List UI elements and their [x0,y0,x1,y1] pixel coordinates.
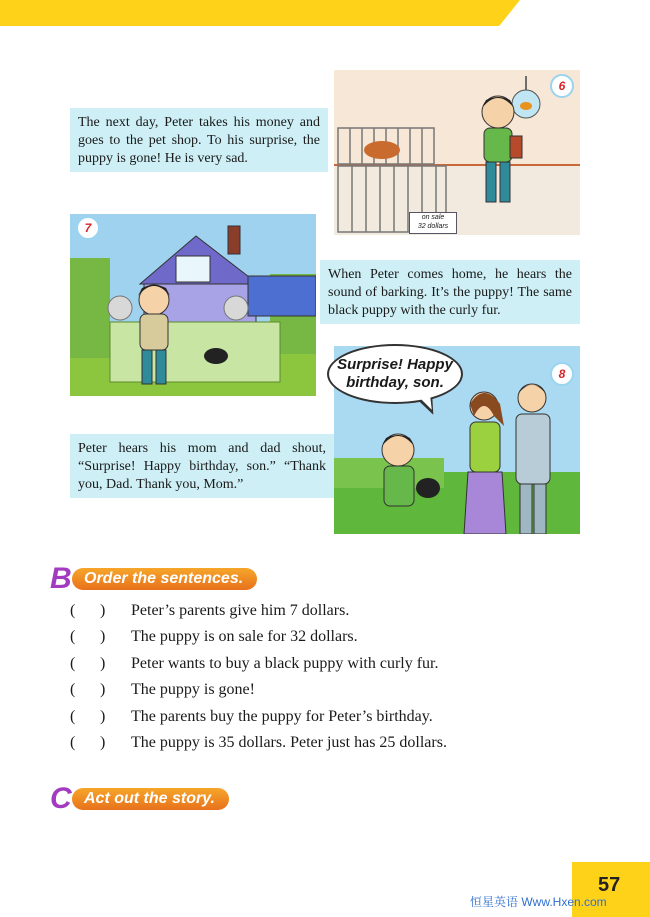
panel-7-text [320,260,580,324]
panel-7-illustration [70,214,316,396]
pet-shop-scene [334,70,580,235]
panel-7-caption: When Peter comes home, he hears the sound of barking. It’s the puppy! The same black puppy with the curly fur. [328,267,572,318]
black-puppy-icon [204,348,228,364]
sentence-text: The puppy is on sale for 32 dollars. [131,628,358,646]
speech-line-2: birthday, son. [346,374,444,391]
sentence-text: The parents buy the puppy for Peter’s birthday. [131,707,433,725]
panel-6-caption: The next day, Peter takes his money and goes to the pet shop. To his surprise, the puppy is gone! He is very sad. [78,115,320,166]
price-sign [409,212,457,234]
sentence-text: Peter’s parents give him 7 dollars. [131,602,350,619]
panel-6-number: 6 [558,79,566,93]
list-item: ( ) Peter’s parents give him 7 dollars. [70,598,570,624]
house-scene [70,214,316,396]
sentence-text: The puppy is gone! [131,681,255,699]
list-item: ( ) The parents buy the puppy for Peter’s birthday. [70,704,570,730]
watermark-text: 恒星英语 Www.Hxen.com [470,895,607,909]
list-item: ( ) Peter wants to buy a black puppy with curly fur. [70,651,570,677]
page-number: 57 [598,874,621,896]
panel-6-illustration [334,70,580,235]
top-yellow-banner [0,0,520,26]
section-b-heading [50,562,310,595]
sentence-text: The puppy is 35 dollars. Peter just has 25 dollars. [131,733,447,751]
order-sentences-list [70,598,570,756]
list-item: ( ) The puppy is 35 dollars. Peter just has 25 dollars. [70,730,570,756]
section-b-title: Order the sentences. [72,568,257,590]
list-item: ( ) The puppy is on sale for 32 dollars. [70,624,570,650]
panel-8-number: 8 [558,367,566,381]
section-c-letter: C [50,782,72,815]
speech-line-1: Surprise! Happy [337,356,453,373]
panel-7-number: 7 [84,221,92,235]
sign-line-2: 32 dollars [417,223,449,230]
panel-6-text [70,108,328,172]
sentence-text: Peter wants to buy a black puppy with curly fur. [131,654,439,672]
panel-8-caption: Peter hears his mom and dad shout, “Surprise! Happy birthday, son.” “Thank you, Dad. Thank you, Mom.” [78,441,326,492]
sign-line-1: on sale [421,214,445,221]
section-c-title: Act out the story. [72,788,229,810]
black-puppy-icon [416,478,440,498]
speech-bubble [327,344,463,404]
section-c-heading [50,782,290,815]
list-item: ( ) The puppy is gone! [70,677,570,703]
panel-8-text [70,434,334,498]
section-b-letter: B [50,562,72,595]
